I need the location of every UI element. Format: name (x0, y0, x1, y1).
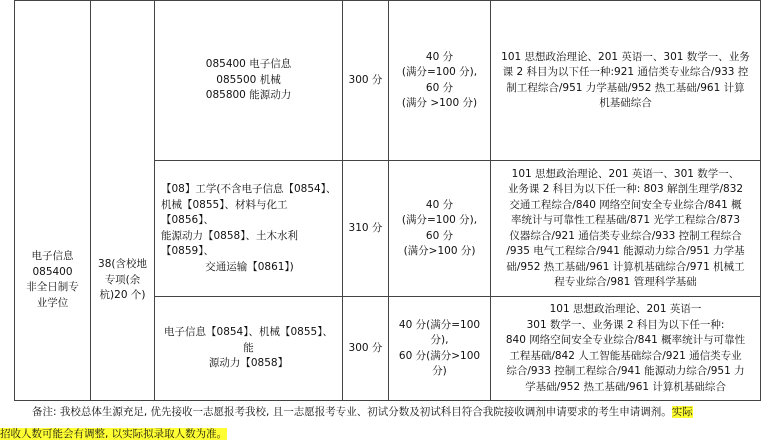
score-text: 60 分 (425, 229, 454, 242)
score-text: 分) (432, 365, 447, 377)
remark-line (0, 423, 227, 445)
plan-line: 杭)20 个) (99, 289, 146, 301)
plan-cell-top (91, 1, 155, 161)
score-line-cell: 300 分 (343, 1, 389, 161)
majors-cell (155, 297, 343, 401)
subject-line: 机基础综合 (599, 97, 652, 109)
subject-line: /935 电气工程综合/941 能源动力综合/951 力学基 (506, 245, 745, 257)
subject-scores-cell (389, 1, 491, 161)
exam-subjects-cell (491, 161, 761, 297)
subject-line: 业务课 2 科目为以下任一种: 803 解剖生理学/832 (507, 183, 744, 195)
subject-line: 工程基础/842 人工智能基础综合/921 通信类专业 (509, 349, 742, 362)
plan-line: 专项(余 (104, 273, 141, 286)
score-text: (满分=100 分), (401, 66, 478, 78)
subject-line: 301 数学一、业务课 2 科目为以下任一种: (526, 318, 725, 331)
score-text: 分), (430, 334, 449, 346)
plan-line: 38(含校地 (98, 258, 147, 270)
score-line-cell: 310 分 (343, 161, 389, 297)
majors-cell (155, 1, 343, 161)
remark-note (0, 401, 773, 445)
score-text: 40 分(满分=100 (398, 318, 481, 331)
subject-line: 101 思想政治理论、201 英语一 (549, 303, 702, 315)
exam-subjects-cell (491, 297, 761, 401)
subject-line: 101 思想政治理论、201 英语一、301 数学一、 (511, 167, 740, 180)
subject-line: 程专业综合/981 管理科学基础 (554, 276, 697, 288)
subject-line: 840 网络空间安全专业综合/841 概率统计与可靠性 (505, 334, 746, 346)
score-text: 60 分(满分>100 (398, 349, 481, 362)
score-text: 60 分 (425, 81, 454, 94)
score-text: 40 分 (425, 198, 454, 211)
table-row (15, 1, 761, 161)
remark-text: 备注: 我校总体生源充足, 优先接收一志愿报考我校, 且一志愿报考专业、初试分数及初试科目符合我院接收调剂申请要求的考生申请调剂。 (32, 406, 672, 418)
category-cell (15, 161, 91, 401)
subject-line: 交通工程综合/840 网络空间安全专业综合/841 概 (509, 198, 742, 211)
subject-line: 综合/933 控制工程综合/941 能源动力综合/951 力 (506, 365, 745, 377)
subject-line: 101 思想政治理论、201 英语一、301 数学一、业务 (501, 50, 750, 63)
category-line: 业学位 (36, 296, 69, 309)
score-text: (满分=100 分), (401, 214, 478, 226)
major-line: 电子信息【0854】、机械【0855】、能 (164, 326, 333, 354)
majors-cell (155, 161, 343, 297)
major-line: 085800 能源动力 (205, 89, 292, 102)
subject-scores-cell (389, 297, 491, 401)
remark-line (32, 401, 693, 423)
major-line: 能源动力【0858】、土木水利【0859】、 (161, 229, 298, 257)
score-line-cell: 300 分 (343, 297, 389, 401)
category-line: 非全日制专 (26, 281, 79, 294)
subject-line: 课 2 科目为以下任一种:921 通信类专业综合/933 控 (502, 66, 749, 78)
score-text: (满分 >100 分) (401, 97, 478, 109)
score-text: (满分>100 分) (403, 245, 476, 257)
table-row (15, 161, 761, 297)
subject-line: 率统计与可靠性工程基础/871 光学工程综合/873 (511, 214, 740, 226)
subject-line: 制工程综合/951 力学基础/952 热工基础/961 计算 (506, 81, 745, 94)
major-line: 085500 机械 (216, 73, 281, 86)
major-line: 085400 电子信息 (205, 58, 292, 71)
plan-cell (91, 161, 155, 401)
remark-highlight: 实际 (671, 406, 693, 418)
category-line: 085400 (32, 265, 73, 278)
exam-subjects-cell (491, 1, 761, 161)
major-line: 交通运输【0861】) (205, 260, 294, 273)
subject-line: 仪器综合/921 通信类专业综合/933 控制工程综合 (509, 229, 742, 242)
subject-line: 础/952 热工基础/961 计算机基础综合/971 机械工 (506, 260, 745, 273)
major-line: 机械【0855】、材料与化工【0856】、 (161, 198, 288, 226)
score-text: 40 分 (425, 50, 454, 63)
remark-highlight: 招收人数可能会有调整, 以实际拟录取人数为准。 (0, 428, 228, 440)
admission-table (14, 0, 761, 401)
major-line: 【08】工学(不含电子信息【0854】、 (161, 183, 337, 195)
major-line: 源动力【0858】 (208, 357, 289, 370)
category-line: 电子信息 (31, 250, 74, 263)
subject-scores-cell (389, 161, 491, 297)
subject-line: 学基础/952 热工基础/961 计算机基础综合 (525, 380, 726, 393)
category-cell-top (15, 1, 91, 161)
